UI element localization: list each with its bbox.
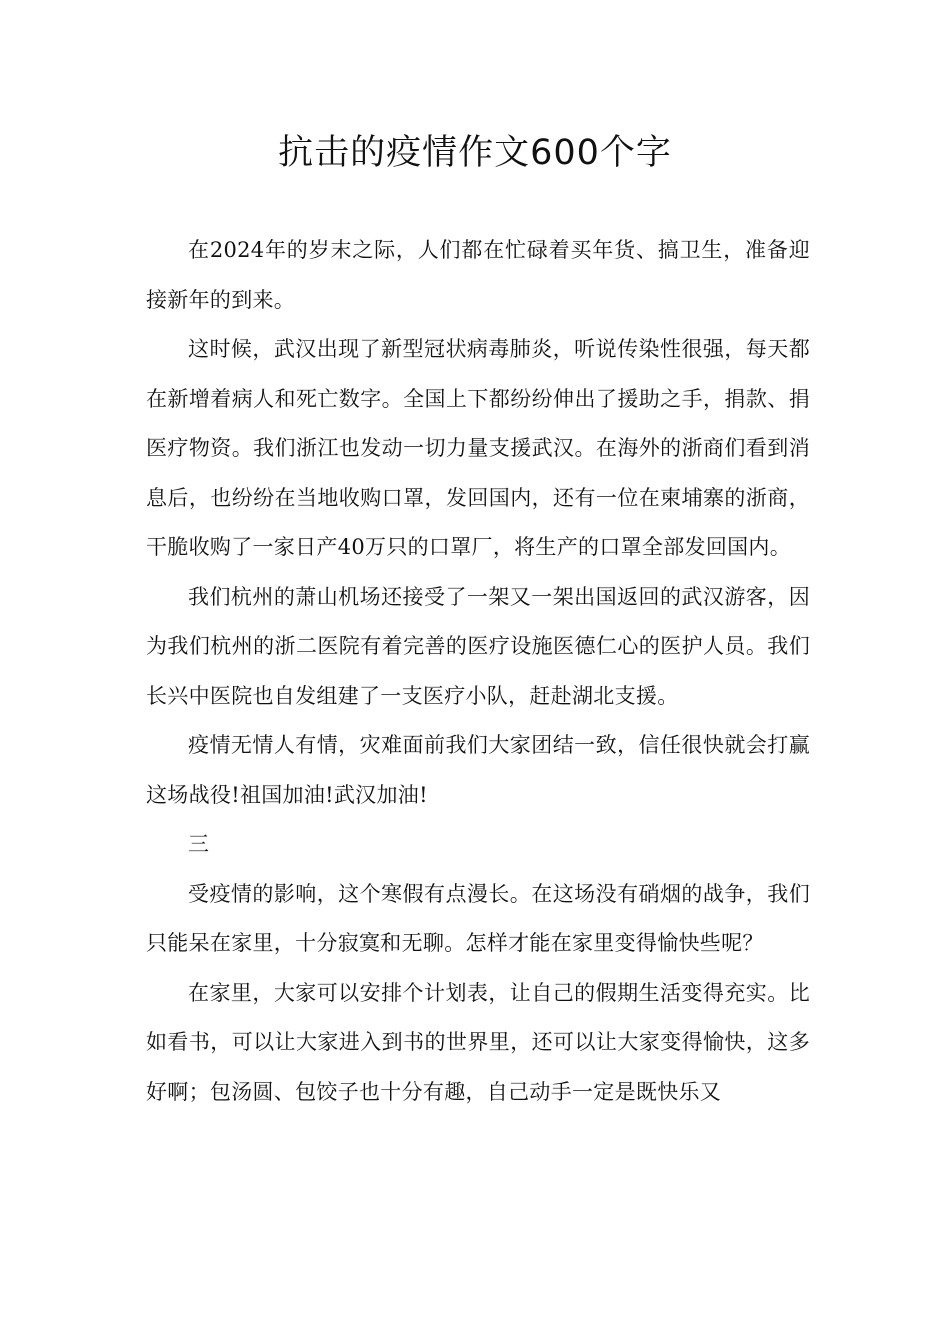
paragraph-4: 疫情无情人有情，灾难面前我们大家团结一致，信任很快就会打赢这场战役!祖国加油!武汉加油! xyxy=(146,733,810,807)
section-number: 三 xyxy=(188,832,210,856)
paragraph-5: 受疫情的影响，这个寒假有点漫长。在这场没有硝烟的战争，我们只能呆在家里，十分寂寞和无聊。怎样才能在家里变得愉快些呢？ xyxy=(146,881,810,955)
paragraph-1: 在2024年的岁末之际，人们都在忙碌着买年货、搞卫生，准备迎接新年的到来。 xyxy=(146,238,810,312)
paragraph-3: 我们杭州的萧山机场还接受了一架又一架出国返回的武汉游客，因为我们杭州的浙二医院有着完善的医疗设施医德仁心的医护人员。我们长兴中医院也自发组建了一支医疗小队，赶赴湖北支援。 xyxy=(146,584,810,708)
document-body xyxy=(146,226,810,1117)
document-title: 抗击的疫情作文600个字 xyxy=(278,133,672,173)
paragraph-2: 这时候，武汉出现了新型冠状病毒肺炎，听说传染性很强，每天都在新增着病人和死亡数字。全国上下都纷纷伸出了援助之手，捐款、捐医疗物资。我们浙江也发动一切力量支援武汉。在海外的浙商们看到消息后，也纷纷在当地收购口罩，发回国内，还有一位在柬埔寨的浙商，干脆收购了一家日产40万只的口罩厂，将生产的口罩全部发回国内。 xyxy=(146,337,810,559)
paragraph-6: 在家里，大家可以安排个计划表，让自己的假期生活变得充实。比如看书，可以让大家进入到书的世界里，还可以让大家变得愉快，这多好啊；包汤圆、包饺子也十分有趣，自己动手一定是既快乐又 xyxy=(146,980,810,1104)
